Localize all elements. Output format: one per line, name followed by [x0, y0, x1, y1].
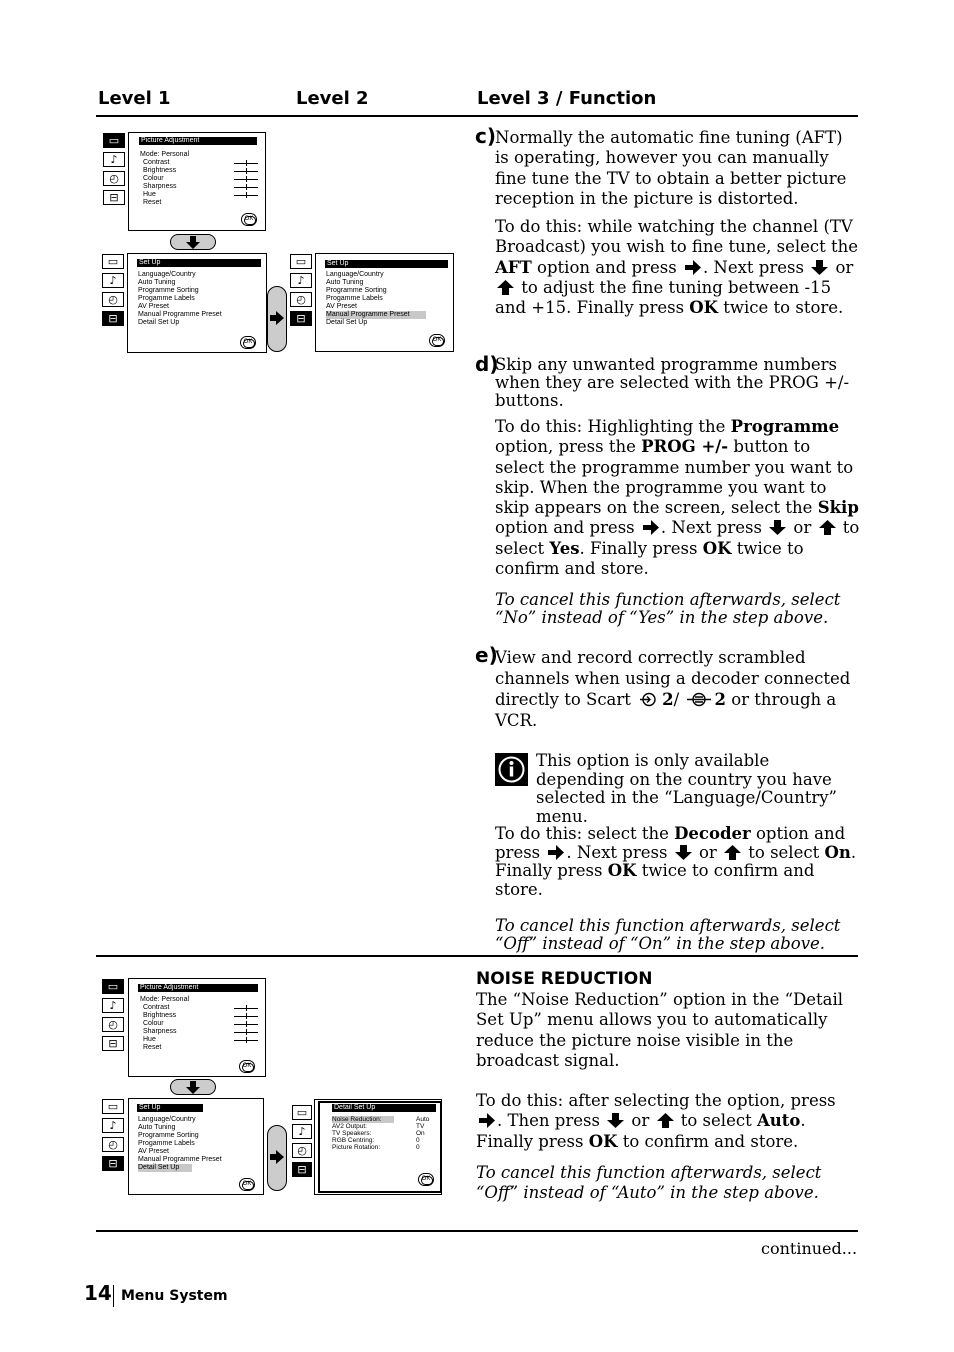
section-e-body: [476, 825, 860, 953]
section-name: Menu System: [121, 1288, 228, 1304]
sound-menu-icon: ♪: [103, 152, 125, 167]
ok-icon: OK: [239, 1060, 255, 1073]
noise-reduction-heading: NOISE REDUCTION: [476, 969, 653, 989]
level3-heading: Level 3 / Function: [477, 88, 657, 109]
setup-items: Language/Country Auto Tuning Programme Sorting Progamme Labels AV Preset Manual Programme Preset Detail Set Up: [326, 271, 426, 327]
scart-input-icon: [638, 692, 660, 707]
setup-items: Language/Country Auto Tuning Programme Sorting Progamme Labels AV Preset Manual Programme Preset Detail Set Up: [138, 1116, 222, 1171]
right-arrow-icon: [684, 260, 701, 275]
menu-icons-level2-a: [290, 254, 312, 330]
selected-item: Detail Set Up: [138, 1164, 192, 1172]
section-d-letter: d): [475, 352, 499, 376]
section-d-intro: Skip any unwanted programme numbers when they are selected with the PROG +/- buttons.: [495, 355, 850, 410]
contrast-slider: [234, 159, 258, 167]
sharpness-slider: [234, 183, 258, 191]
brightness-slider: [234, 167, 258, 175]
picture-menu-icon: ▭: [102, 1099, 124, 1114]
menu-icons-level1-b: [102, 254, 124, 330]
detail-labels: Noise Reduction: AV2 Output: TV Speakers: RGB Centring: Picture Rotation:: [332, 1116, 394, 1151]
section-c-intro: Normally the automatic fine tuning (AFT) is operating, however you can manually fine tune the TV to obtain a better picture reception in the picture is distorted.: [495, 128, 847, 208]
down-arrow-icon: [811, 260, 828, 275]
ok-icon: OK: [418, 1173, 434, 1186]
section-d-cancel-note: To cancel this function afterwards, select “No” instead of “Yes” in the step above.: [495, 590, 841, 628]
setup-menu-icon: ⊟: [102, 311, 124, 326]
down-arrow-icon: [607, 1113, 624, 1128]
section-e-cancel-note: To cancel this function afterwards, select “Off” instead of “On” in the step above.: [495, 916, 841, 953]
down-button-icon: [170, 1079, 216, 1095]
section-c-instructions: To do this: while watching the channel (TV Broadcast) you wish to fine tune, select the AFT option and press . Next press or to adjust the fine tuning between -15 and +15. Finally press OK twice to store.: [495, 217, 859, 318]
right-button-icon: [267, 1125, 287, 1191]
detail-setup-screen: [318, 1101, 442, 1193]
scart-io-icon: [686, 692, 712, 707]
info-icon: [495, 753, 528, 786]
sound-menu-icon: ♪: [292, 1124, 312, 1139]
footer-separator: [113, 1285, 114, 1307]
up-arrow-icon: [657, 1113, 674, 1128]
timer-menu-icon: ◴: [102, 1137, 124, 1152]
setup-screen-b: [315, 253, 454, 352]
picture-adjustment-screen-a: [128, 132, 266, 231]
menu-icons-level2-b: [292, 1105, 314, 1181]
menu-icons-level1-d: [102, 1099, 124, 1175]
setup-menu-icon: ⊟: [292, 1162, 312, 1177]
menu-icons-level1-a: [103, 133, 125, 209]
section-divider: [96, 955, 858, 957]
sound-menu-icon: ♪: [102, 273, 124, 288]
picture-adjustment-screen-b: [128, 978, 266, 1077]
picture-menu-icon: ▭: [292, 1105, 312, 1120]
selected-item: Noise Reduction:: [332, 1116, 394, 1123]
right-arrow-icon: [478, 1113, 495, 1128]
picture-items: Mode: Personal Contrast Brightness Colour Sharpness Hue Reset: [140, 996, 190, 1051]
down-arrow-icon: [769, 520, 786, 535]
menu-icons-level1-c: [102, 979, 124, 1055]
ok-icon: OK: [429, 334, 445, 347]
hue-slider: [234, 191, 258, 199]
right-arrow-icon: [547, 845, 564, 860]
down-arrow-icon: [675, 845, 692, 860]
timer-menu-icon: ◴: [102, 292, 124, 307]
screen-title: Picture Adjustment: [138, 984, 258, 992]
continued-label: continued...: [761, 1239, 858, 1258]
timer-menu-icon: ◴: [102, 1017, 124, 1032]
level1-heading: Level 1: [98, 88, 171, 109]
section-d-instructions: To do this: Highlighting the Programme option, press the PROG +/- button to select the programme number you want to skip. When the programme you want to skip appears on the screen, select the Skip option and press . Next press or to select Yes. Finally press OK twice to confirm and store.: [495, 417, 860, 579]
up-arrow-icon: [819, 520, 836, 535]
down-button-icon: [170, 234, 216, 250]
hue-slider: [234, 1036, 258, 1044]
setup-screen-c: [128, 1098, 264, 1195]
up-arrow-icon: [724, 845, 741, 860]
detail-values: Auto TV On 0 0: [416, 1116, 430, 1151]
timer-menu-icon: ◴: [290, 292, 312, 307]
setup-menu-icon: ⊟: [102, 1156, 124, 1171]
picture-items: Mode: Personal Contrast Brightness Colour Sharpness Hue Reset: [140, 151, 190, 206]
picture-menu-icon: ▭: [102, 254, 124, 269]
contrast-slider: [234, 1004, 258, 1012]
sound-menu-icon: ♪: [102, 1118, 124, 1133]
picture-menu-icon: ▭: [102, 979, 124, 994]
timer-menu-icon: ◴: [292, 1143, 312, 1158]
setup-screen-a: [127, 253, 267, 353]
section-c: [476, 128, 860, 319]
selected-item: Manual Programme Preset: [326, 311, 426, 319]
noise-reduction-section: [476, 968, 860, 1204]
section-c-letter: c): [475, 124, 496, 148]
sound-menu-icon: ♪: [102, 998, 124, 1013]
right-arrow-icon: [642, 520, 659, 535]
header-rule: [96, 115, 858, 117]
ok-icon: OK: [239, 1178, 255, 1191]
picture-menu-icon: ▭: [290, 254, 312, 269]
up-arrow-icon: [497, 280, 514, 295]
ok-icon: OK: [240, 336, 256, 349]
section-e-letter: e): [475, 643, 498, 667]
noise-reduction-cancel-note: To cancel this function afterwards, select “Off” instead of “Auto” in the step above.: [476, 1163, 822, 1203]
setup-items: Language/Country Auto Tuning Programme Sorting Progamme Labels AV Preset Manual Programme Preset Detail Set Up: [138, 271, 222, 326]
info-note: This option is only available depending on the country you have selected in the “Language/Country” menu.: [536, 751, 837, 826]
sharpness-slider: [234, 1028, 258, 1036]
screen-title: Set Up: [137, 259, 261, 267]
section-d: [476, 356, 860, 627]
section-e-intro: View and record correctly scrambled channels when using a decoder connected directly to Scart 2/ 2 or through a VCR.: [495, 648, 851, 730]
sound-menu-icon: ♪: [290, 273, 312, 288]
screen-title: Set Up: [325, 260, 448, 268]
screen-title: Detail Set Up: [332, 1104, 436, 1112]
level2-heading: Level 2: [296, 88, 369, 109]
right-button-icon: [267, 286, 287, 352]
setup-menu-icon: ⊟: [290, 311, 312, 326]
noise-reduction-intro: The “Noise Reduction” option in the “Detail Set Up” menu allows you to automatically reduce the picture noise visible in the broadcast signal.: [476, 990, 844, 1070]
screen-title: Set Up: [137, 1104, 203, 1112]
page-number: 14: [84, 1281, 112, 1305]
ok-icon: OK: [241, 213, 257, 226]
colour-slider: [234, 175, 258, 183]
setup-menu-icon: ⊟: [103, 190, 125, 205]
noise-reduction-instructions: To do this: after selecting the option, press . Then press or to select Auto. Finally press OK to confirm and store.: [476, 1091, 836, 1151]
section-e: [476, 647, 860, 731]
brightness-slider: [234, 1012, 258, 1020]
timer-menu-icon: ◴: [103, 171, 125, 186]
picture-menu-icon: ▭: [103, 133, 125, 148]
colour-slider: [234, 1020, 258, 1028]
setup-menu-icon: ⊟: [102, 1036, 124, 1051]
section-e-instructions: To do this: select the Decoder option and press . Next press or to select On. Finally press OK twice to confirm and store.: [495, 824, 857, 899]
screen-title: Picture Adjustment: [139, 137, 257, 145]
footer-rule: [96, 1230, 858, 1232]
